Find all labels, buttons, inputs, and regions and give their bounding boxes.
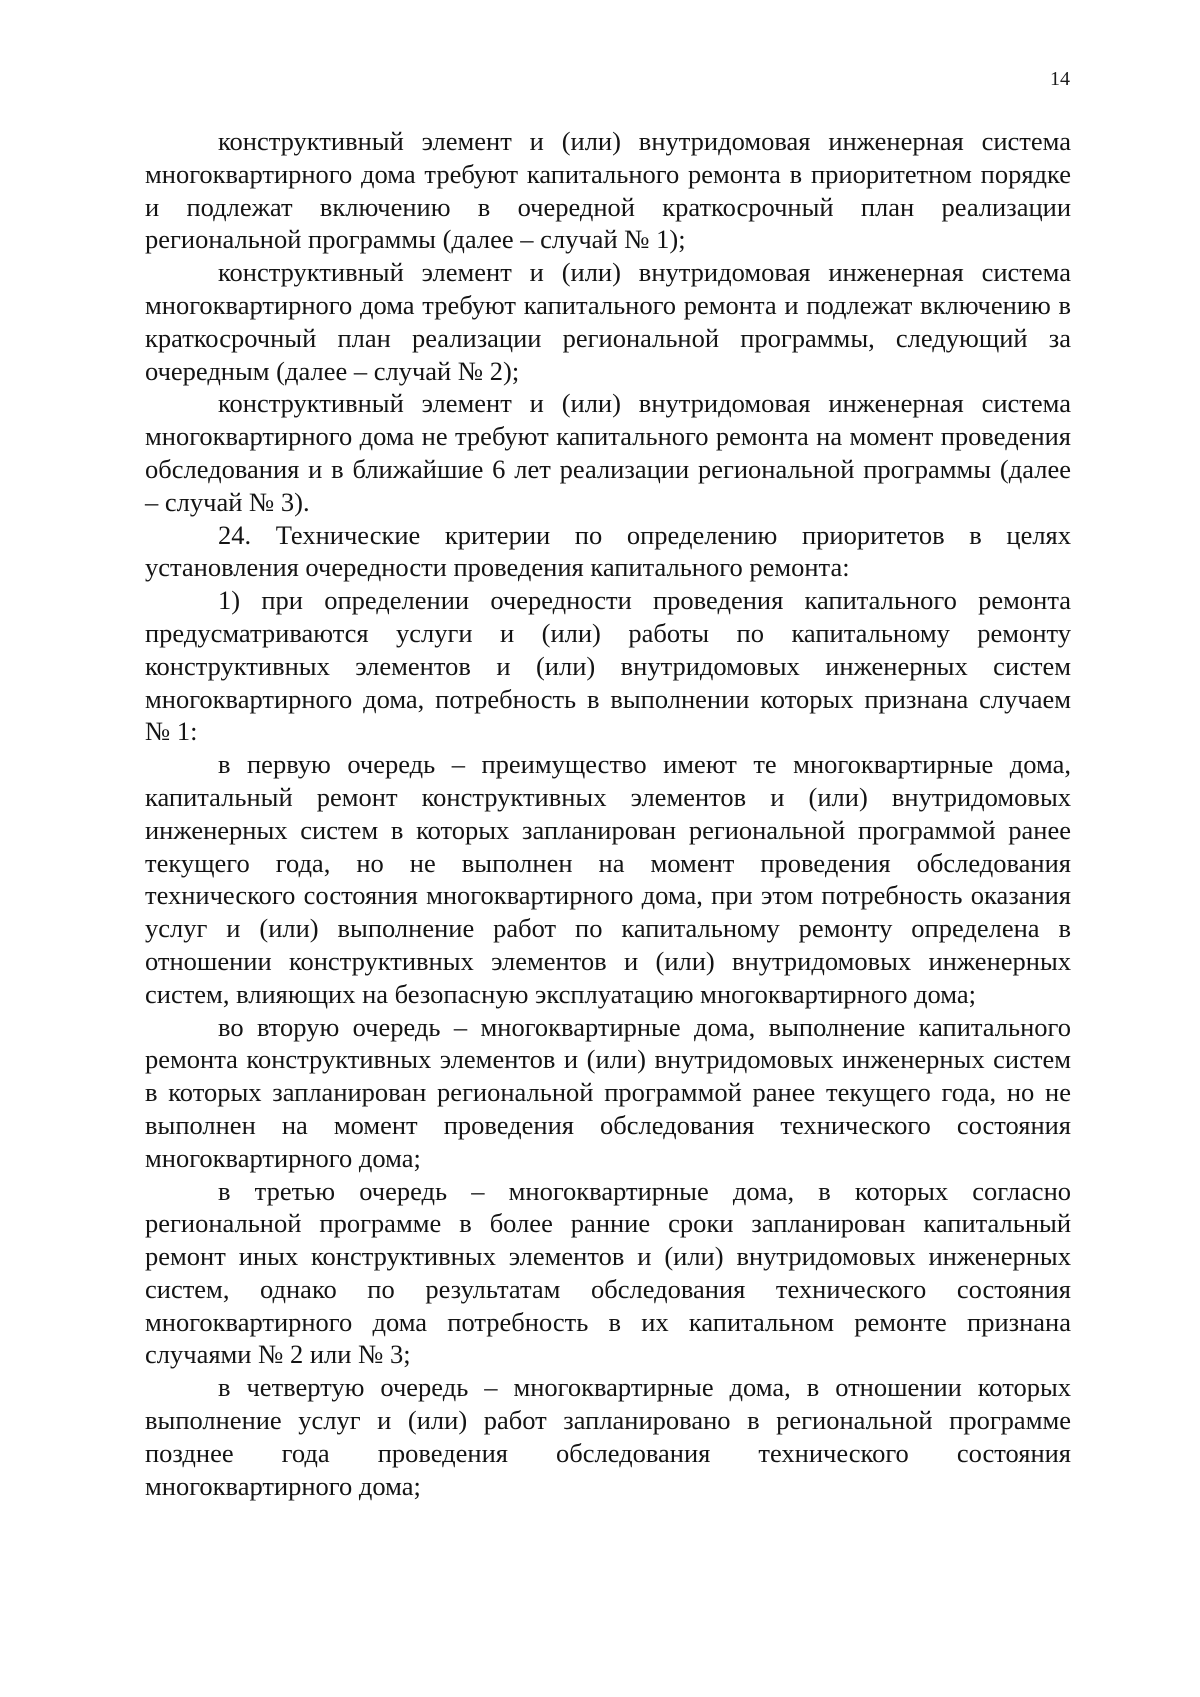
paragraph-third-priority: в третью очередь – многоквартирные дома, в которых согласно региональной программе в более ранние сроки запланирован капитальный ремонт иных конструктивных элементов и (или) внутридомовых инженерных систем, однако по результатам обследования технического состояния многоквартирного дома потребность в их капитальном ремонте признана случаями № 2 или № 3; [145, 1175, 1071, 1370]
document-body [145, 125, 1071, 1502]
paragraph-case-1: конструктивный элемент и (или) внутридомовая инженерная система многоквартирного дома требуют капитального ремонта в приоритетном порядке и подлежат включению в очередной краткосрочный план реализации региональной программы (далее – случай № 1); [145, 126, 1071, 255]
paragraph-second-priority: во вторую очередь – многоквартирные дома, выполнение капитального ремонта конструктивных элементов и (или) внутридомовых инженерных систем в которых запланирован региональной программой ранее текущего года, но не выполнен на момент проведения обследования технического состояния многоквартирного дома; [145, 1011, 1071, 1173]
paragraph-case-3: конструктивный элемент и (или) внутридомовая инженерная система многоквартирного дома не требуют капитального ремонта на момент проведения обследования и в ближайшие 6 лет реализации региональной программы (далее – случай № 3). [145, 388, 1071, 517]
paragraph-item-1: 1) при определении очередности проведения капитального ремонта предусматриваются услуги и (или) работы по капитальному ремонту конструктивных элементов и (или) внутридомовых инженерных систем многоквартирного дома, потребность в выполнении которых признана случаем № 1: [145, 585, 1071, 747]
paragraph-section-24: 24. Технические критерии по определению приоритетов в целях установления очередности проведения капитального ремонта: [145, 519, 1071, 583]
page-number: 14 [1050, 68, 1070, 90]
paragraph-first-priority: в первую очередь – преимущество имеют те многоквартирные дома, капитальный ремонт конструктивных элементов и (или) внутридомовых инженерных систем в которых запланирован региональной программой ранее текущего года, но не выполнен на момент проведения обследования технического состояния многоквартирного дома, при этом потребность оказания услуг и (или) выполнение работ по капитальному ремонту определена в отношении конструктивных элементов и (или) внутридомовых инженерных систем, влияющих на безопасную эксплуатацию многоквартирного дома; [145, 749, 1071, 1009]
paragraph-fourth-priority: в четвертую очередь – многоквартирные дома, в отношении которых выполнение услуг и (или) работ запланировано в региональной программе позднее года проведения обследования технического состояния многоквартирного дома; [145, 1372, 1071, 1501]
paragraph-case-2: конструктивный элемент и (или) внутридомовая инженерная система многоквартирного дома требуют капитального ремонта и подлежат включению в краткосрочный план реализации региональной программы, следующий за очередным (далее – случай № 2); [145, 257, 1071, 386]
